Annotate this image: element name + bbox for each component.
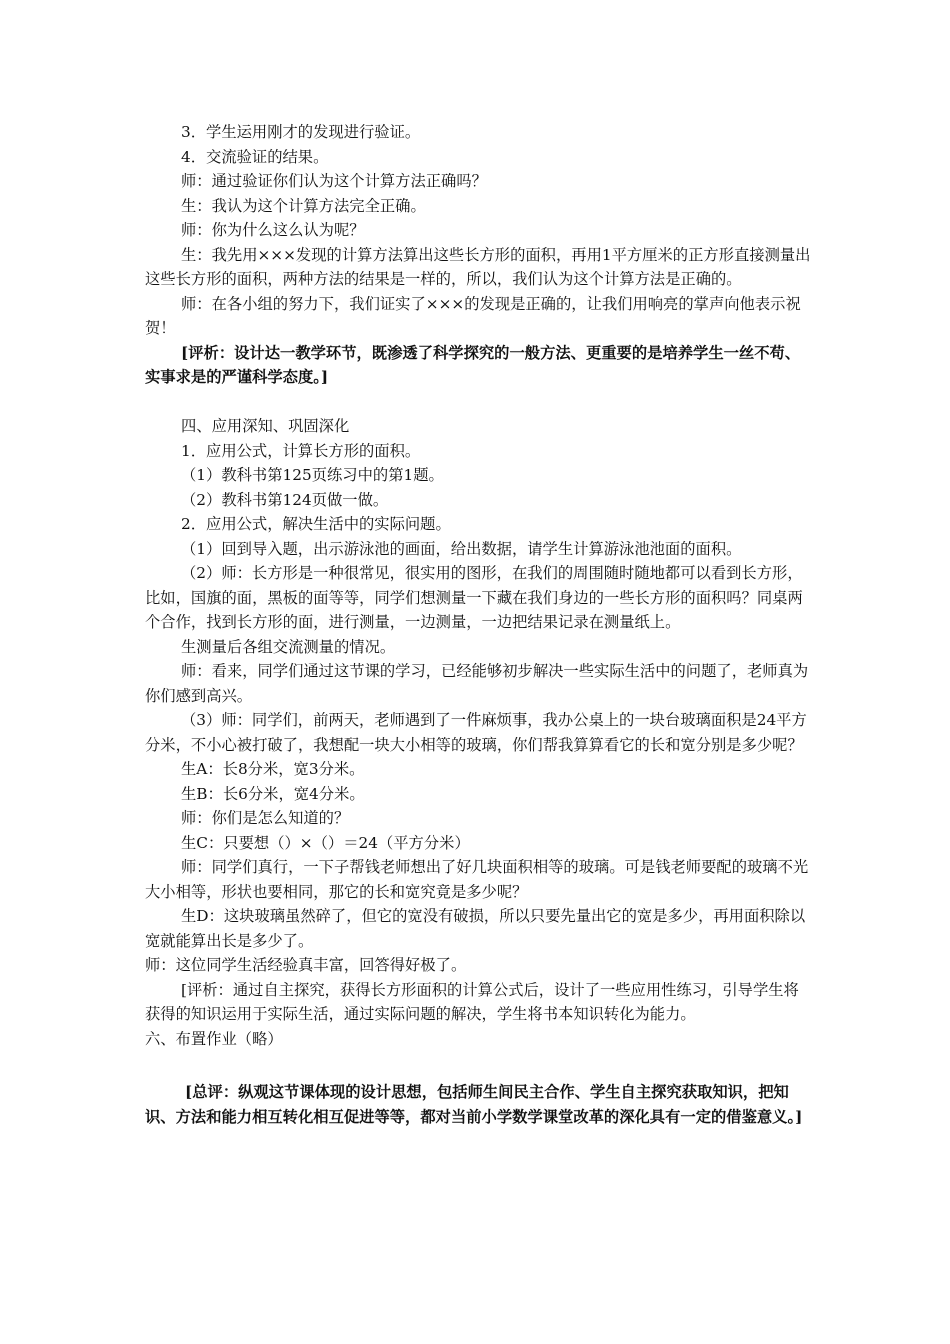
paragraph-apply-1-1: （1）教科书第125页练习中的第1题。	[181, 466, 444, 484]
paragraph-step-4: 4．交流验证的结果。	[181, 147, 329, 166]
paragraph-apply-2: 2．应用公式，解决生活中的实际问题。	[181, 515, 451, 533]
section-heading-apply: 四、应用深知、巩固深化	[181, 417, 350, 435]
paragraph-teacher-how: 师：你们是怎么知道的？	[181, 809, 350, 827]
paragraph-spacer	[145, 390, 813, 415]
paragraph-summary-comment: [总评：纵观这节课体现的设计思想，包括师生间民主合作、学生自主探究获取知识，把知识、方法和能力相互转化相互促进等等，都对当前小学数学课堂改革的深化具有一定的借鉴意义。]	[145, 1083, 803, 1126]
document-body	[145, 120, 813, 1129]
paragraph-teacher-question: 师：通过验证你们认为这个计算方法正确吗？	[181, 172, 487, 190]
paragraph-apply-2-1: （1）回到导入题，出示游泳池的画面，给出数据，请学生计算游泳池池面的面积。	[181, 539, 742, 558]
paragraph-student-c: 生C：只要想（）×（）＝24（平方分米）	[181, 833, 470, 852]
paragraph-student-explanation: 生：我先用×××发现的计算方法算出这些长方形的面积，再用1平方厘米的正方形直接测量出这些长方形的面积，两种方法的结果是一样的，所以，我们认为这个计算方法是正确的。	[145, 245, 811, 288]
paragraph-student-b: 生B：长6分米，宽4分米。	[181, 784, 365, 803]
section-heading-homework: 六、布置作业（略）	[145, 1029, 283, 1048]
paragraph-apply-2-2: （2）师：长方形是一种很常见，很实用的图形，在我们的周围随时随地都可以看到长方形，比如，国旗的面，黑板的面等等，同学们想测量一下藏在我们身边的一些长方形的面积吗？同桌两个合作，找到长方形的面，进行测量，一边测量，一边把结果记录在测量纸上。	[145, 564, 803, 631]
paragraph-teacher-happy: 师：看来，同学们通过这节课的学习，已经能够初步解决一些实际生活中的问题了，老师真为你们感到高兴。	[145, 662, 809, 705]
paragraph-group-exchange: 生测量后各组交流测量的情况。	[181, 637, 396, 656]
paragraph-apply-2-3: （3）师：同学们，前两天，老师遇到了一件麻烦事，我办公桌上的一块台玻璃面积是24平方分米，不小心被打破了，我想配一块大小相等的玻璃，你们帮我算算看它的长和宽分别是多少呢？	[145, 711, 807, 754]
paragraph-spacer	[145, 1051, 813, 1080]
paragraph-teacher-shape: 师：同学们真行，一下子帮钱老师想出了好几块面积相等的玻璃。可是钱老师要配的玻璃不光大小相等，形状也要相同，那它的长和宽究竟是多少呢？	[145, 858, 809, 901]
paragraph-apply-1: 1．应用公式，计算长方形的面积。	[181, 441, 421, 460]
paragraph-step-3: 3．学生运用刚才的发现进行验证。	[181, 123, 421, 141]
paragraph-comment-1: [评析：设计达一教学环节，既渗透了科学探究的一般方法、更重要的是培养学生一丝不苟、实事求是的严谨科学态度。]	[145, 343, 801, 386]
paragraph-teacher-excellent: 师：这位同学生活经验真丰富，回答得好极了。	[145, 956, 467, 974]
paragraph-comment-2: [评析：通过自主探究，获得长方形面积的计算公式后，设计了一些应用性练习，引导学生将获得的知识运用于实际生活，通过实际问题的解决，学生将书本知识转化为能力。	[145, 980, 799, 1023]
paragraph-student-a: 生A：长8分米，宽3分米。	[181, 760, 365, 778]
paragraph-teacher-why: 师：你为什么这么认为呢？	[181, 221, 365, 239]
paragraph-apply-1-2: （2）教科书第124页做一做。	[181, 490, 389, 509]
paragraph-student-d: 生D：这块玻璃虽然碎了，但它的宽没有破损，所以只要先量出它的宽是多少，再用面积除以宽就能算出长是多少了。	[145, 907, 806, 950]
paragraph-student-answer: 生：我认为这个计算方法完全正确。	[181, 196, 426, 215]
paragraph-teacher-praise: 师：在各小组的努力下，我们证实了×××的发现是正确的，让我们用响亮的掌声向他表示祝贺！	[145, 294, 801, 337]
